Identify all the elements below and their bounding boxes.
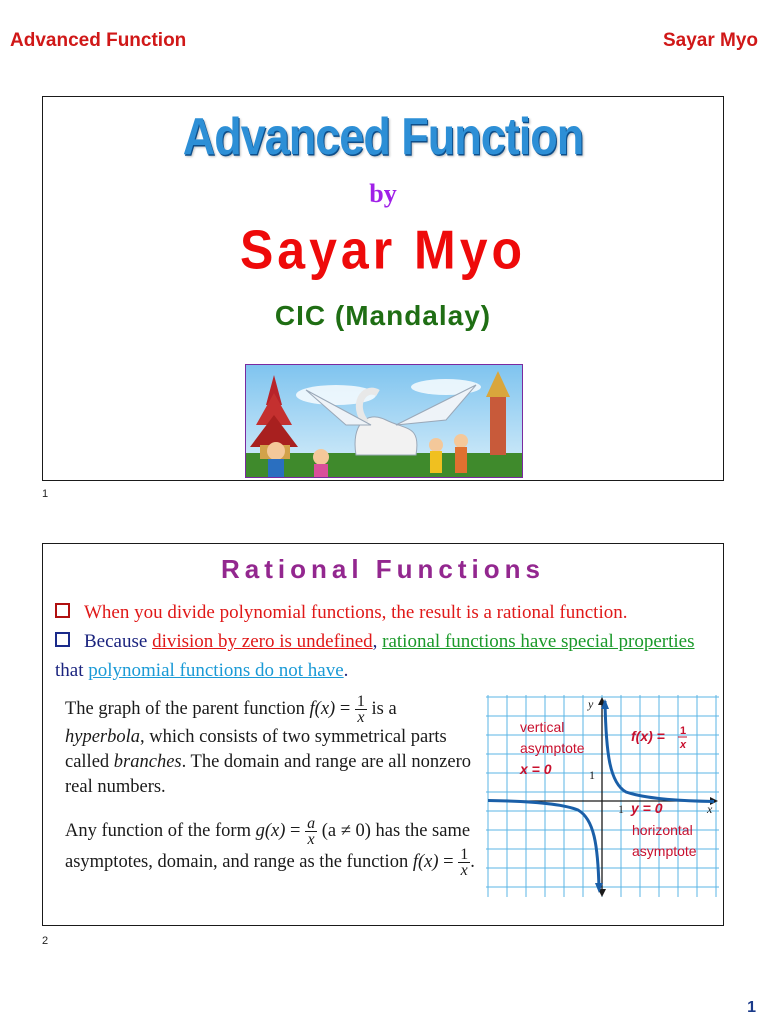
hyperbola-graph xyxy=(486,695,719,897)
paragraph-any-function: Any function of the form g(x) = $\frac{a}{x}$ (a ≠ 0) has the same asymptotes, domain, and range as the function f(x) = $\frac{1}{x}$ . xyxy=(65,815,475,879)
fraction: $\frac{1}{x}$ xyxy=(460,846,469,879)
page-number: 1 xyxy=(747,999,756,1016)
slide-1 xyxy=(42,96,724,481)
underlined-phrase: rational functions have special properties xyxy=(382,631,695,652)
fraction: $\frac{1}{x}$ xyxy=(356,693,365,726)
by-text: by xyxy=(369,179,397,208)
bullet-2: Because division by zero is undefined, rational functions have special properties that polynomial functions do not have. xyxy=(55,631,695,681)
paragraph-parent-function: The graph of the parent function f(x) = $\frac{1}{x}$ is a hyperbola, which consists of two symmetrical parts called branches. The domain and range are all nonzero real numbers. xyxy=(65,693,471,797)
slide-number-1: 1 xyxy=(42,488,49,500)
mandalay-illustration xyxy=(245,364,523,478)
underlined-phrase: polynomial functions do not have xyxy=(88,660,344,681)
function-numerator: 1 xyxy=(680,725,687,737)
horizontal-label: horizontal xyxy=(632,822,693,838)
slide-title: Advanced Function xyxy=(182,107,584,166)
underlined-phrase: division by zero is undefined xyxy=(152,631,373,652)
horizontal-asymptote-equation: y = 0 xyxy=(631,800,663,816)
y-tick-label: 1 xyxy=(589,768,595,782)
function-denominator: x xyxy=(680,739,687,751)
function-label: f(x) = xyxy=(631,728,665,744)
horizontal-label: asymptote xyxy=(632,843,697,859)
vertical-label: vertical xyxy=(520,719,565,735)
vertical-label: asymptote xyxy=(520,740,585,756)
illustration-svg xyxy=(246,365,522,477)
author-name: Sayar Myo xyxy=(239,219,527,281)
x-axis-label: x xyxy=(707,802,713,816)
page-header-right: Sayar Myo xyxy=(662,30,758,51)
slide-2 xyxy=(42,543,724,926)
y-axis-label: y xyxy=(588,697,594,711)
checkbox-bullet-icon xyxy=(55,603,70,618)
slide-number-2: 2 xyxy=(42,935,49,947)
organization: CIC (Mandalay) xyxy=(274,300,492,331)
fraction: $\frac{a}{x}$ xyxy=(307,815,316,848)
vertical-asymptote-equation: x = 0 xyxy=(520,761,552,777)
page-header-left: Advanced Function xyxy=(10,30,187,51)
slide-title: Rational Functions xyxy=(221,554,545,584)
x-tick-label: 1 xyxy=(618,802,624,816)
checkbox-bullet-icon xyxy=(55,632,70,647)
bullet-1: When you divide polynomial functions, the result is a rational function. xyxy=(55,598,628,627)
